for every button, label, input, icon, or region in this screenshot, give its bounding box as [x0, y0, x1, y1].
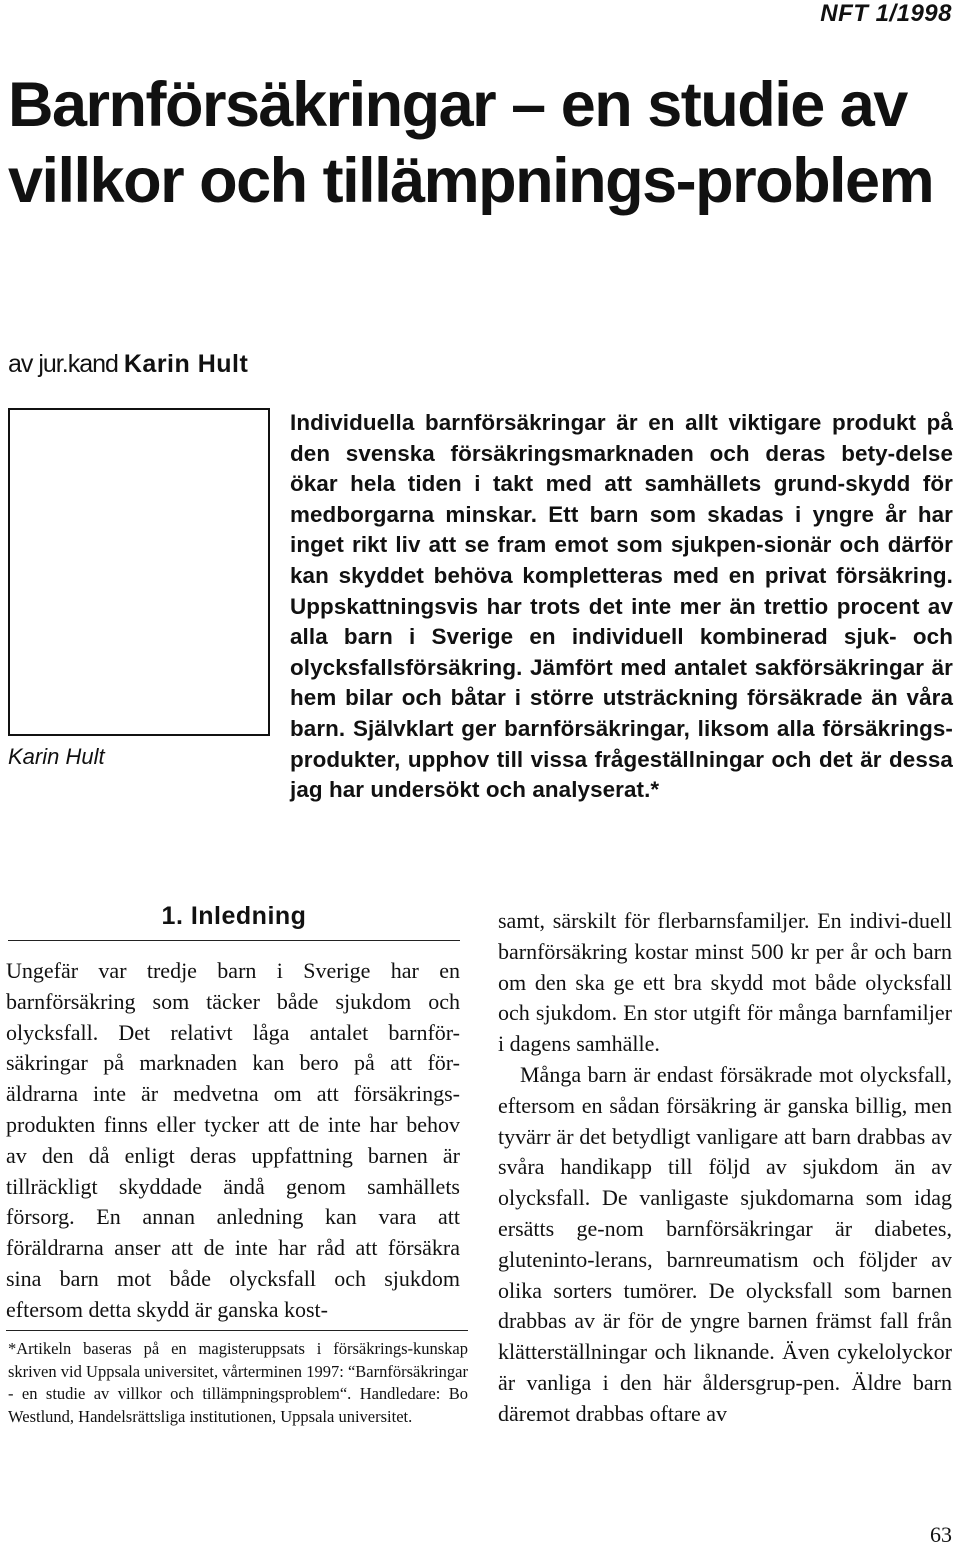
abstract-text: Individuella barnförsäkringar är en allt viktigare produkt på den svenska försäkringsmarknaden och deras bety-delse ökar hela tiden i takt med att samhällets grund-skydd för medborgarna minskar. Ett barn som skadas i yngre år har inget rikt liv att se fram emot som sjukpen-sionär och därför kan skyddet behöva kompletteras med en privat försäkring. Uppskattningsvis har trots det inte mer än trettio procent av alla barn i Sverige en individuell kombinerad sjuk- och olycksfallsförsäkring. Jämfört med antalet sakförsäkringar är hem bilar och båtar i större utsträckning försäkrade än våra barn. Självklart ger barnförsäkringar, liksom alla försäkrings-produkter, upphov till vissa frågeställningar och det är dessa jag har undersökt och analyserat.* [290, 410, 953, 803]
right-column [498, 906, 952, 1430]
section-heading: 1. Inledning [161, 902, 307, 930]
section-heading-rule [8, 940, 460, 941]
byline-prefix: av jur.kand [8, 350, 124, 378]
author-name: Karin Hult [123, 350, 249, 378]
article-title: Barnförsäkringar – en studie av villkor och tillämpnings-problem [8, 70, 934, 216]
left-column-text: Ungefär var tredje barn i Sverige har en barnförsäkring som täcker både sjukdom och olycksfall. Det relativt låga antalet barnför-säkringar på marknaden kan bero på att för-äldrarna inte är medvetna om att försäkrings-produkten finns eller tycker att de inte har behov av den då enligt deras uppfattning barnen är tillräckligt skyddade ändå genom samhällets försorg. En annan anledning kan vara att föräldrarna anser att de inte har råd att försäkra sina barn mot både olycksfall och sjukdom eftersom detta skydd är ganska kost- [6, 958, 460, 1322]
abstract [8, 408, 953, 812]
footnote-rule [6, 1330, 468, 1331]
photo-caption: Karin Hult [8, 744, 105, 769]
journal-issue: NFT 1/1998 [820, 0, 952, 27]
abstract-photo-spacer [8, 408, 290, 812]
page-number: 63 [930, 1522, 952, 1547]
footnote: *Artikeln baseras på en magisteruppsats i försäkrings-kunskap skriven vid Uppsala universitet, vårterminen 1997: “Barnförsäkringar - en studie av villkor och tillämpningsproblem“. Handledare: Bo Westlund, Handelsrättsliga institutionen, Uppsala universitet. [8, 1339, 468, 1426]
right-column-paragraph-1: samt, särskilt för flerbarnsfamiljer. En indivi-duell barnförsäkring kostar minst 500 kr per år och barn om den ska ge ett bra skydd mot både olycksfall och sjukdom. En stor utgift för många barnfamiljer i dagens samhälle. [498, 908, 952, 1057]
right-column-paragraph-2: Många barn är endast försäkrade mot olycksfall, eftersom en sådan försäkring är ganska billig, men tyvärr är det betydligt vanligare att barn drabbas av svåra handikapp till följd av sjukdom än av olycksfall. De vanligaste sjukdomarna som idag ersätts ge-nom barnförsäkringar är diabetes, gluteninto-lerans, barnreumatism och följder av olika sorters tumörer. De olycksfall som barnen drabbas av är för de yngre barnen främst fall från klätterställningar och liknande. Även cykelolyckor är vanliga i den här åldersgrup-pen. Äldre barn däremot drabbas oftare av [498, 1061, 952, 1426]
byline [8, 350, 248, 379]
